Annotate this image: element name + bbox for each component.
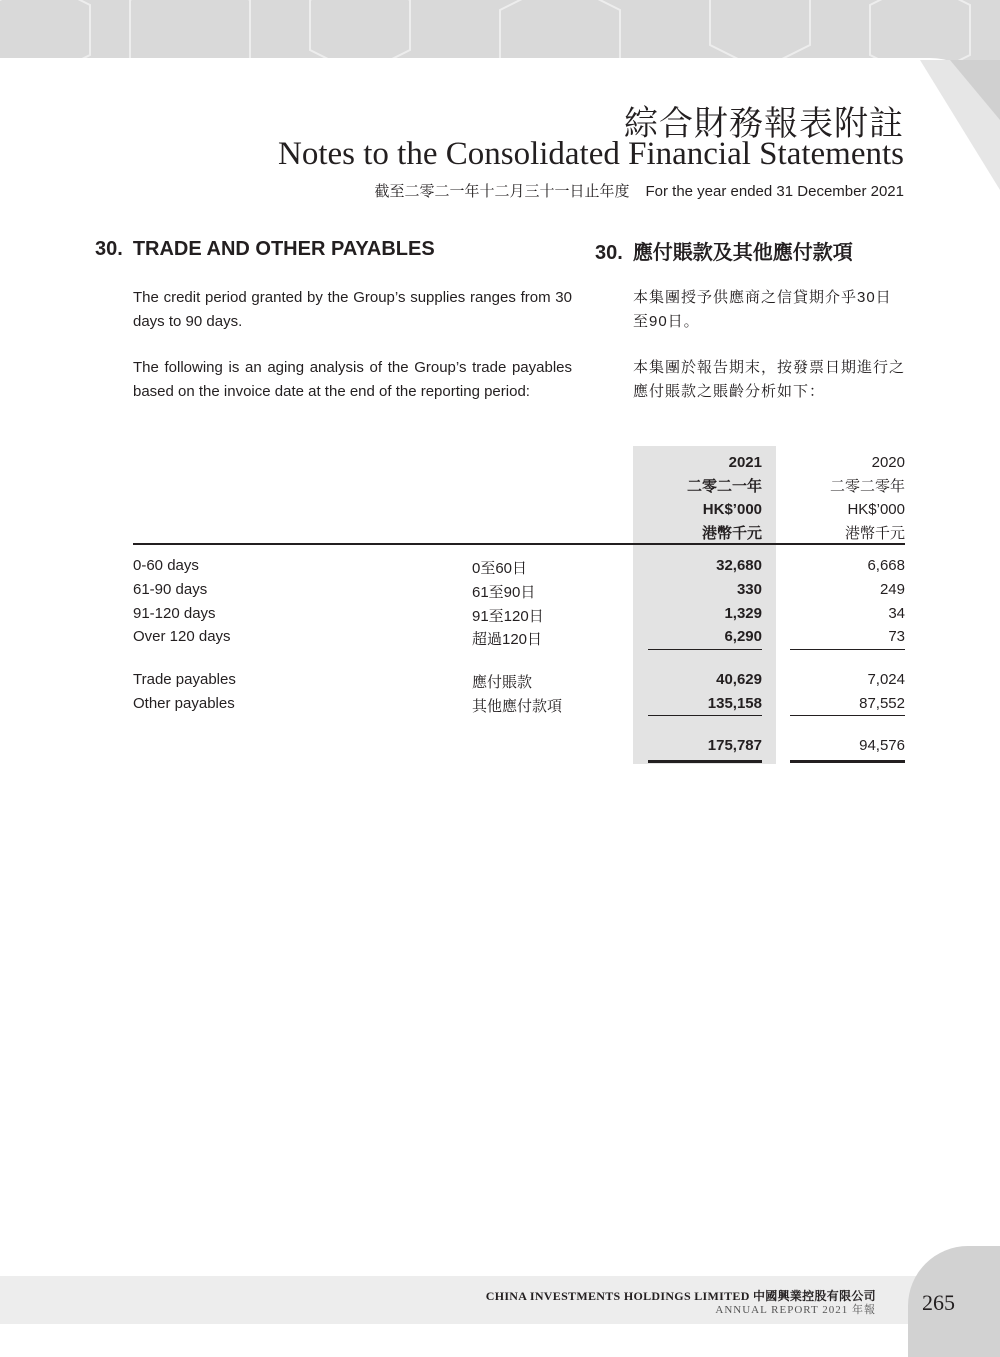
paragraph-aging-intro-en: The following is an aging analysis of the Group’s trade payables based on the invoice date at the end of the reporting period: (133, 359, 572, 400)
paragraph-credit-period-en: The credit period granted by the Group’s supplies ranges from 30 days to 90 days. (133, 289, 572, 330)
column-year-cn: 二零二一年 (686, 477, 762, 495)
value-2021: 6,290 (724, 628, 762, 645)
section-title-en (95, 238, 435, 261)
paragraph-credit-period-cn: 本集團授予供應商之信貸期介乎30日至90日。 (633, 289, 892, 330)
company-name-en: CHINA INVESTMENTS HOLDINGS LIMITED (485, 1289, 750, 1303)
value-2020: 7,024 (867, 671, 905, 688)
value-2021: 40,629 (716, 671, 762, 688)
section-number: 30. (95, 238, 123, 260)
column-unit-cn: 港幣千元 (844, 524, 905, 542)
column-unit: HK$’000 (847, 501, 905, 518)
row-label-en: 91-120 days (133, 605, 216, 622)
row-label-en: Other payables (133, 695, 235, 712)
subtotal-rule-2020 (790, 649, 905, 650)
value-2020: 87,552 (859, 695, 905, 712)
value-2020: 249 (879, 581, 905, 598)
column-unit-cn: 港幣千元 (701, 524, 762, 542)
row-label-en: Over 120 days (133, 628, 231, 645)
table-row (0, 554, 1000, 578)
column-year: 2021 (728, 454, 762, 471)
row-label-cn: 其他應付款項 (472, 698, 563, 715)
section-heading-en: TRADE AND OTHER PAYABLES (132, 238, 435, 260)
row-label-en: 0-60 days (133, 557, 199, 574)
row-label-en: Trade payables (133, 671, 236, 688)
column-year: 2020 (871, 454, 905, 471)
total-rule-2021 (648, 715, 762, 716)
header-decoration (0, 0, 1000, 60)
value-2021: 135,158 (707, 695, 762, 712)
row-label-cn: 超過120日 (472, 631, 543, 648)
table-row (0, 692, 1000, 716)
value-2021: 1,329 (724, 605, 762, 622)
period-en: For the year ended 31 December 2021 (645, 183, 904, 200)
column-unit: HK$’000 (702, 501, 762, 518)
value-2021: 330 (736, 581, 762, 598)
table-row (0, 668, 1000, 692)
row-label-cn: 61至90日 (472, 584, 536, 601)
page-title-en: Notes to the Consolidated Financial Statements (278, 136, 904, 172)
column-header-2020 (790, 451, 905, 545)
subtotal-rule-2021 (648, 649, 762, 650)
value-2020: 6,668 (867, 557, 905, 574)
section-number-cn: 30. (595, 242, 623, 264)
page-title-cn: 綜合財務報表附註 (624, 104, 904, 144)
hexagon-pattern (0, 0, 1000, 60)
company-name-cn: 中國興業控股有限公司 (752, 1289, 876, 1303)
value-2020: 34 (888, 605, 905, 622)
period-cn: 截至二零二一年十二月三十一日止年度 (374, 183, 630, 200)
total-rule-2020 (790, 715, 905, 716)
row-label-cn: 0至60日 (472, 560, 528, 577)
value-2021: 32,680 (716, 557, 762, 574)
total-row (0, 734, 1000, 758)
page-number: 265 (922, 1290, 955, 1315)
row-label-en: 61-90 days (133, 581, 208, 598)
paragraph-aging-intro-cn: 本集團於報告期末，按發票日期進行之應付賬款之賬齡分析如下： (633, 359, 906, 400)
section-heading-cn: 應付賬款及其他應付款項 (632, 242, 853, 264)
double-rule-2021 (648, 760, 762, 763)
row-label-cn: 91至120日 (472, 608, 544, 625)
column-header-2021 (633, 451, 762, 545)
column-year-cn: 二零二零年 (829, 477, 905, 495)
table-row (0, 578, 1000, 602)
value-2020: 73 (888, 628, 905, 645)
footer-report-title: ANNUAL REPORT 2021 年報 (715, 1304, 876, 1316)
total-2021: 175,787 (707, 737, 762, 754)
period-line (374, 180, 904, 201)
double-rule-2020 (790, 760, 905, 763)
table-row (0, 602, 1000, 626)
row-label-cn: 應付賬款 (472, 674, 533, 691)
table-header-rule (133, 543, 905, 545)
section-title-cn (595, 236, 853, 265)
total-2020: 94,576 (859, 737, 905, 754)
table-row (0, 625, 1000, 649)
corner-decoration (920, 60, 1000, 220)
